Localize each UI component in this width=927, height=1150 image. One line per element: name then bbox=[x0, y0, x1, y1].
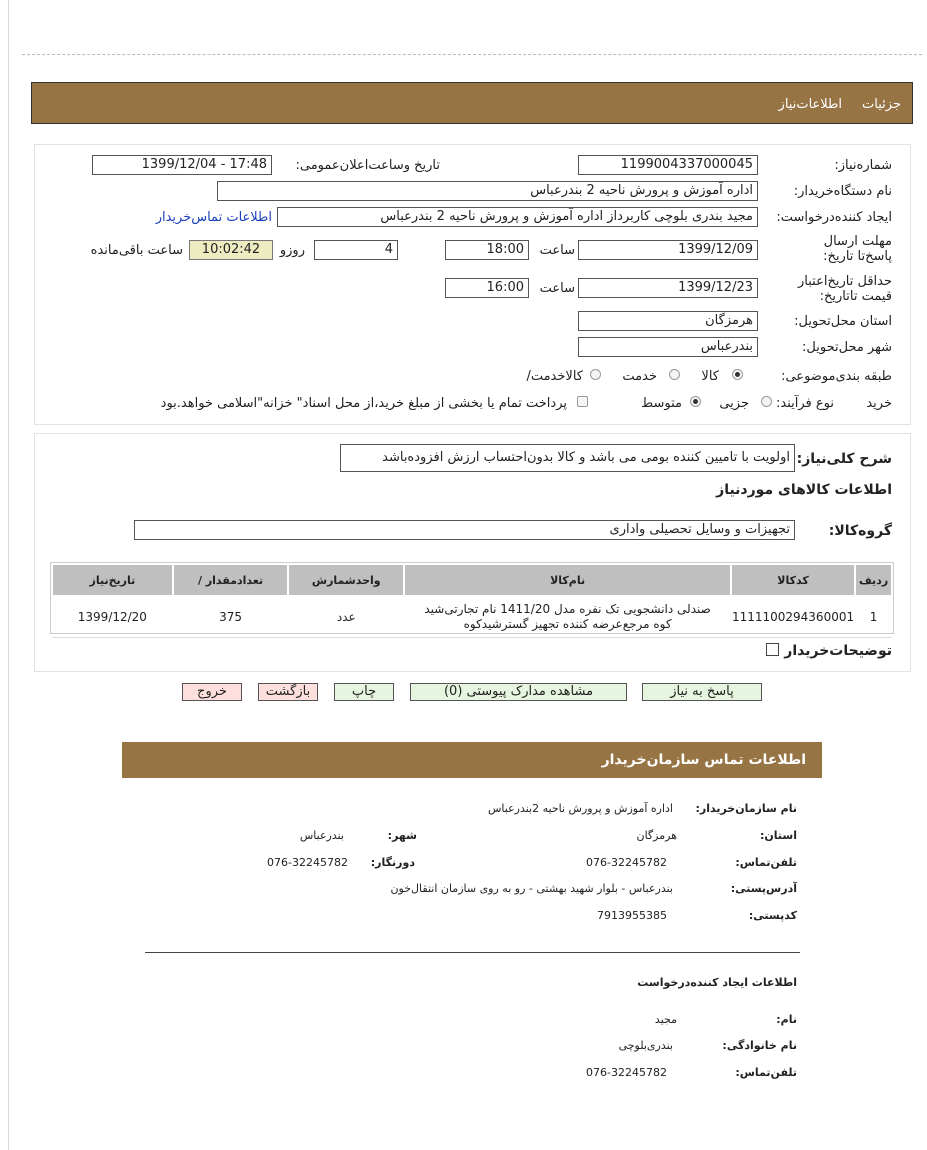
tab-details[interactable]: جزئیات bbox=[862, 97, 901, 112]
goods-table-header bbox=[52, 564, 892, 596]
contact-province-value: هرمزگان bbox=[636, 829, 677, 842]
contact-fax-label: دورنگار: bbox=[370, 856, 415, 869]
city-field: بندرعباس bbox=[578, 337, 758, 357]
announce-date-label: تاریخ وساعت‌اعلان‌عمومی: bbox=[295, 158, 440, 173]
buyer-notes-checkbox[interactable] bbox=[766, 643, 779, 656]
tab-need-info[interactable]: اطلاعات‌نیاز bbox=[778, 97, 842, 112]
back-button[interactable]: بازگشت bbox=[258, 683, 318, 701]
contact-phone-value: 076-32245782 bbox=[586, 856, 667, 869]
page-top-divider bbox=[22, 54, 922, 55]
cell-qty: 375 bbox=[173, 596, 289, 638]
summary-label: شرح کلی‌نیاز: bbox=[796, 451, 892, 467]
goods-group-label: گروه‌کالا: bbox=[828, 523, 892, 539]
treasury-note: پرداخت تمام یا بخشی از مبلغ خرید،از محل اسناد" خزانه"اسلامی خواهد.بود bbox=[160, 396, 567, 411]
category-goods-label: کالا bbox=[701, 369, 719, 384]
reply-deadline-label: مهلت ارسال پاسخ‌تا تاریخ: bbox=[823, 234, 892, 264]
category-goods-service-radio[interactable] bbox=[590, 369, 601, 380]
announce-date-field: 1399/12/04 - 17:48 bbox=[92, 155, 272, 175]
category-service-label: خدمت bbox=[622, 369, 657, 384]
category-service-radio[interactable] bbox=[669, 369, 680, 380]
cell-unit: عدد bbox=[288, 596, 404, 638]
contact-address-label: آدرس‌پستی: bbox=[730, 882, 797, 895]
col-qty: تعداد‌مقدار / bbox=[173, 564, 289, 596]
province-label: استان محل‌تحویل: bbox=[794, 314, 892, 329]
goods-group-field: تجهیزات و وسایل تحصیلی واداری bbox=[134, 520, 795, 540]
cell-name: صندلی دانشجویی تک نفره مدل 1411/20 نام تجارتی‌شید کوه مرجع‌عرضه کننده تجهیز گسترشیدکوه bbox=[404, 596, 731, 638]
province-field: هرمزگان bbox=[578, 311, 758, 331]
remaining-time-label: ساعت باقی‌مانده bbox=[90, 243, 183, 258]
tab-header-bar bbox=[31, 82, 913, 124]
creator-family-label: نام خانوادگی: bbox=[722, 1039, 797, 1052]
buyer-notes-label: توضیحات‌خریدار bbox=[784, 643, 892, 659]
contact-org-label: نام سازمان‌خریدار: bbox=[695, 802, 797, 815]
days-label: روزو bbox=[279, 243, 305, 258]
reply-button[interactable]: پاسخ به نیاز bbox=[642, 683, 762, 701]
table-row bbox=[52, 596, 892, 638]
reply-date-field: 1399/12/09 bbox=[578, 240, 758, 260]
contact-divider bbox=[145, 952, 800, 953]
attachments-button[interactable]: مشاهده مدارک پیوستی (0) bbox=[410, 683, 627, 701]
category-goods-service-label: کالا‌خدمت/ bbox=[526, 369, 583, 384]
category-label: طبقه بندی‌موضوعی: bbox=[781, 369, 892, 384]
price-validity-label: حداقل تاریخ‌اعتبار قیمت تا‌تاریخ: bbox=[798, 274, 892, 304]
treasury-checkbox[interactable] bbox=[577, 396, 588, 407]
col-date: تاریخ‌نیاز bbox=[52, 564, 173, 596]
col-name: نام‌کالا bbox=[404, 564, 731, 596]
col-code: کدکالا bbox=[731, 564, 855, 596]
contact-city-value: بندرعباس bbox=[299, 829, 344, 842]
contact-address-value: بندرعباس - بلوار شهید بهشتی - رو به روی سازمان انتقال‌خون bbox=[390, 882, 673, 895]
contact-province-label: استان: bbox=[760, 829, 797, 842]
buyer-org-field: اداره آموزش و پرورش ناحیه 2 بندرعباس bbox=[217, 181, 758, 201]
contact-title: اطلاعات تماس سازمان‌خریدار bbox=[601, 752, 806, 768]
cell-row: 1 bbox=[855, 596, 892, 638]
contact-postal-label: کدپستی: bbox=[748, 909, 797, 922]
price-validity-date-field: 1399/12/23 bbox=[578, 278, 758, 298]
creator-phone-value: 076-32245782 bbox=[586, 1066, 667, 1079]
summary-field: اولویت با تامیین کننده بومی می باشد و کالا بدون‌احتساب ارزش افزوده‌باشد bbox=[340, 444, 795, 472]
cell-code: 1111100294360001 bbox=[731, 596, 855, 638]
need-number-label: شماره‌نیاز: bbox=[834, 158, 892, 173]
goods-info-title: اطلاعات کالاهای موردنیاز bbox=[716, 482, 892, 498]
category-goods-radio[interactable] bbox=[732, 369, 743, 380]
creator-family-value: بندری‌بلوچی bbox=[618, 1039, 673, 1052]
print-button[interactable]: چاپ bbox=[334, 683, 394, 701]
contact-org-value: اداره آموزش و پرورش ناحیه 2بندرعباس bbox=[487, 802, 673, 815]
city-label: شهر محل‌تحویل: bbox=[802, 340, 892, 355]
creator-field: مجید بندری بلوچی کاربرداز اداره آموزش و پرورش ناحیه 2 بندرعباس bbox=[277, 207, 758, 227]
creator-name-label: نام: bbox=[776, 1013, 797, 1026]
process-medium-label: متوسط bbox=[641, 396, 682, 411]
process-type-label: نوع فرآیند: bbox=[776, 396, 834, 411]
col-row: ردیف bbox=[855, 564, 892, 596]
process-medium-radio[interactable] bbox=[690, 396, 701, 407]
col-unit: واحدشمارش bbox=[288, 564, 404, 596]
contact-fax-value: 076-32245782 bbox=[267, 856, 348, 869]
process-minor-label: جزیی bbox=[719, 396, 749, 411]
process-minor-radio[interactable] bbox=[761, 396, 772, 407]
reply-time-label: ساعت bbox=[539, 243, 575, 258]
contact-postal-value: 7913955385 bbox=[597, 909, 667, 922]
cell-date: 1399/12/20 bbox=[52, 596, 173, 638]
contact-header-bar bbox=[122, 742, 822, 778]
page-left-border bbox=[8, 0, 9, 1150]
reply-time-field: 18:00 bbox=[445, 240, 529, 260]
days-field: 4 bbox=[314, 240, 398, 260]
buyer-org-label: نام دستگاه‌خریدار: bbox=[793, 184, 892, 199]
price-validity-time-field: 16:00 bbox=[445, 278, 529, 298]
creator-phone-label: تلفن‌تماس: bbox=[735, 1066, 797, 1079]
remaining-time-field: 10:02:42 bbox=[189, 240, 273, 260]
contact-city-label: شهر: bbox=[387, 829, 417, 842]
exit-button[interactable]: خروج bbox=[182, 683, 242, 701]
goods-table bbox=[51, 563, 893, 638]
price-validity-time-label: ساعت bbox=[539, 281, 575, 296]
process-purchase-label: خرید bbox=[866, 396, 892, 411]
need-number-field: 1199004337000045 bbox=[578, 155, 758, 175]
creator-info-title: اطلاعات ایجاد کننده‌درخواست bbox=[637, 976, 797, 989]
creator-name-value: مجید bbox=[654, 1013, 677, 1026]
contact-phone-label: تلفن‌تماس: bbox=[735, 856, 797, 869]
buyer-contact-link[interactable]: اطلاعات تماس‌خریدار bbox=[155, 210, 272, 225]
creator-label: ایجاد کننده‌درخواست: bbox=[776, 210, 892, 225]
